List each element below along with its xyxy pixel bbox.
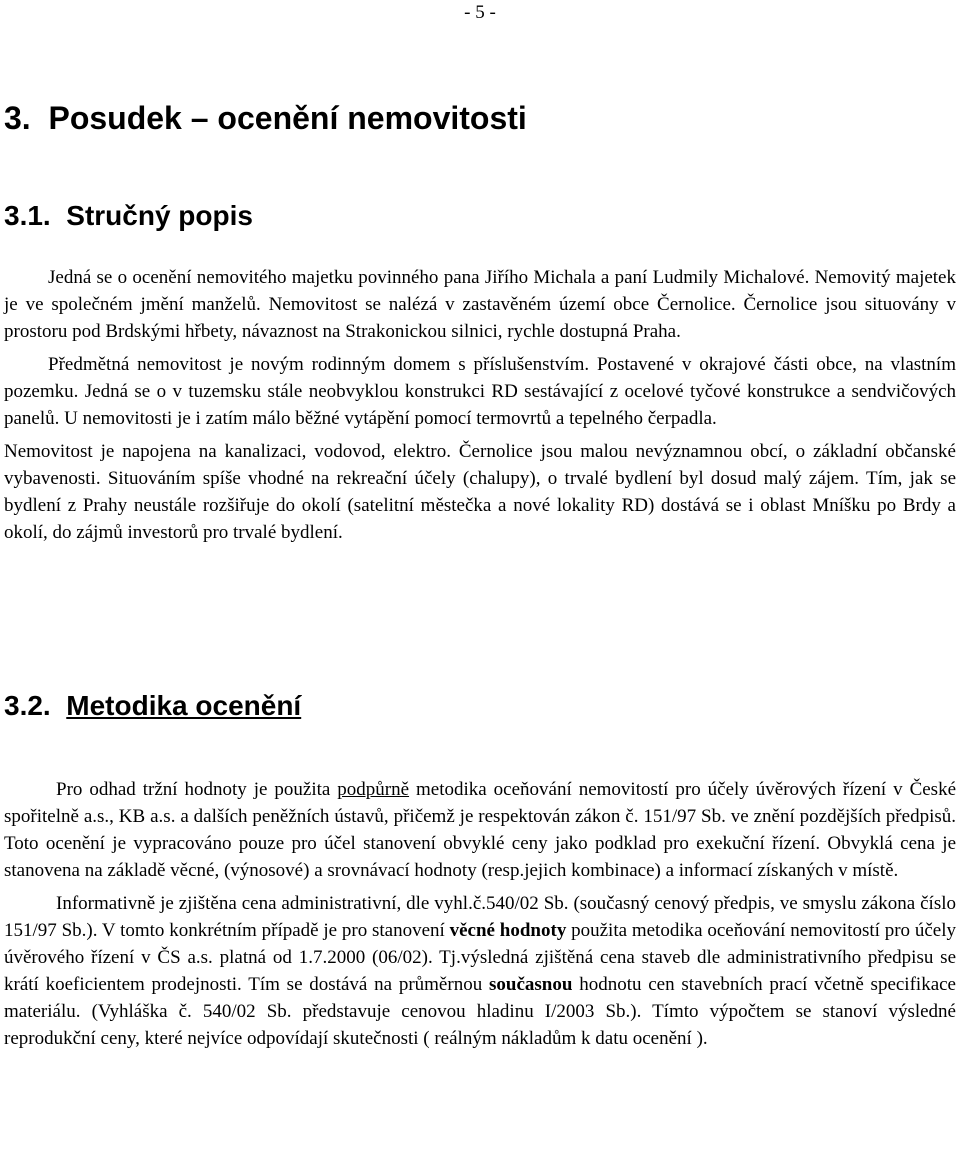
section-title: Posudek – ocenění nemovitosti (48, 100, 527, 136)
description-text (4, 264, 956, 546)
text-run: Informativně je zjištěna cena administrativní, dle vyhl.č.540/02 Sb. (současný cenový předpis, ve smyslu zákona číslo 151/97 Sb.). V tomto konkrétním případě je pro stanovení (4, 893, 956, 941)
section-number: 3. (4, 100, 31, 136)
paragraph-methodology (4, 776, 956, 884)
text-run: hodnotu cen stavebních prací včetně specifikace materiálu. (Vyhláška č. 540/02 Sb. představuje cenovou hladinu I/2003 Sb.). Tímto výpočtem se stanoví výsledné reprodukční ceny, které nejvíce odpovídají skutečnosti ( reálným nákladům k datu ocenění ). (4, 974, 956, 1049)
subsection-title: Stručný popis (66, 200, 253, 231)
subsection-heading-metodika (4, 690, 301, 722)
page-number: - 5 - (464, 2, 496, 23)
text-run: Pro odhad tržní hodnoty je použita (56, 779, 338, 800)
subsection-heading-stručný-popis (4, 200, 253, 232)
paragraph-property-construction: Předmětná nemovitost je novým rodinným domem s příslušenstvím. Postavené v okrajové části obce, na vlastním pozemku. Jedná se o v tuzemsku stále neobvyklou konstrukci RD sestávající z ocelové tyčové konstrukce a sendvičových panelů. U nemovitosti je i zatím málo běžné vytápění pomocí termovrtů a tepelného čerpadla. (4, 354, 956, 429)
underlined-term: podpůrně (337, 779, 410, 800)
methodology-text (4, 776, 956, 1052)
paragraph-property-location: Nemovitost je napojena na kanalizaci, vodovod, elektro. Černolice jsou malou nevýznamnou obcí, o základní občanské vybavenosti. Situováním spíše vhodné na rekreační účely (chalupy), o trvalé bydlení byl dosud malý zájem. Tím, jak se bydlení z Prahy neustále rozšiřuje do okolí (satelitní městečka a nové lokality RD) dostává se i oblast Mníšku po Brdy a okolí, do zájmů investorů pro trvalé bydlení. (4, 441, 956, 543)
text-run: metodika oceňování nemovitostí pro účely úvěrových řízení v České spořitelně a.s., KB a.s. a dalších peněžních ústavů, přičemž je respektován zákon č. 151/97 Sb. ve znění pozdějších předpisů. Toto ocenění je vypracováno pouze pro účel stanovení obvyklé ceny jako podklad pro exekuční řízení. Obvyklá cena je stanovena na základě věcné, (výnosové) a srovnávací hodnoty (resp.jejich kombinace) a informací získaných v místě. (4, 779, 957, 881)
paragraph-property-intro: Jedná se o ocenění nemovitého majetku povinného pana Jiřího Michala a paní Ludmily Michalové. Nemovitý majetek je ve společném jmění manželů. Nemovitost se nalézá v zastavěném území obce Černolice. Černolice jsou situovány v prostoru pod Brdskými hřbety, návaznost na Strakonickou silnici, rychle dostupná Praha. (4, 267, 956, 342)
text-run: použita metodika oceňování nemovitostí pro účely úvěrového řízení v ČS a.s. platná od 1.7.2000 (06/02). Tj.výsledná zjištěná cena staveb dle administrativního předpisu se krátí koeficientem prodejnosti. Tím se dostává na průměrnou (4, 920, 956, 995)
subsection-number: 3.1. (4, 200, 51, 231)
bold-term: věcné hodnoty (449, 920, 567, 941)
paragraph-administrative-price (4, 890, 956, 1052)
bold-term: současnou (488, 974, 573, 995)
subsection-number: 3.2. (4, 690, 51, 721)
subsection-title: Metodika ocenění (66, 690, 302, 721)
section-heading (4, 100, 527, 137)
